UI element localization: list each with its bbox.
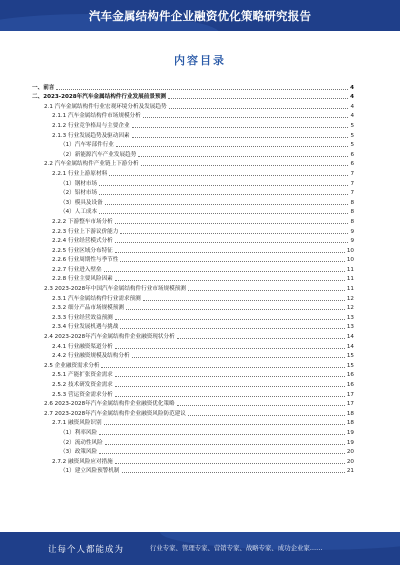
toc-page-number: 8 bbox=[350, 209, 354, 216]
toc-leader-dots bbox=[120, 327, 345, 329]
toc-leader-dots bbox=[99, 433, 345, 435]
toc-page-number: 11 bbox=[346, 286, 354, 293]
toc-page-number: 9 bbox=[350, 228, 354, 235]
toc-entry-text: 2.7.1 融资风险识别 bbox=[52, 420, 102, 427]
toc-entry-text: 2.1 汽车金属结构件行业宏观环境分析及发展趋势 bbox=[44, 103, 167, 110]
toc-leader-dots bbox=[120, 232, 348, 234]
toc-leader-dots bbox=[115, 222, 349, 224]
toc-page-number: 18 bbox=[346, 420, 354, 427]
toc-entry-text: 2.1.1 汽车金属结构件市场规模分析 bbox=[52, 113, 141, 120]
toc-leader-dots bbox=[99, 212, 348, 214]
toc-entry-text: 2.6 2023-2028年汽车金属结构件企业融资优化策略 bbox=[44, 401, 175, 408]
toc-entry[interactable] bbox=[32, 370, 354, 380]
toc-leader-dots bbox=[105, 443, 345, 445]
toc-entry[interactable] bbox=[32, 293, 354, 303]
toc-leader-dots bbox=[141, 164, 349, 166]
toc-page-number: 12 bbox=[346, 305, 354, 312]
toc-page-number: 7 bbox=[350, 180, 354, 187]
toc-entry-text: 2.4.2 行业融资规模及结构分析 bbox=[52, 353, 130, 360]
toc-entry[interactable] bbox=[32, 408, 354, 418]
toc-entry-text: 2.4 2023-2028年汽车金属结构件企业融资现状分析 bbox=[44, 334, 175, 341]
footer-bar bbox=[0, 532, 400, 565]
toc-entry[interactable] bbox=[32, 351, 354, 361]
toc-entry[interactable] bbox=[32, 341, 354, 351]
toc-entry-text: （3）政策风险 bbox=[60, 449, 98, 456]
toc-entry-text: 2.5.1 产能扩张资金需求 bbox=[52, 372, 113, 379]
toc-leader-dots bbox=[122, 471, 345, 473]
toc-entry-text: 2.2.6 行业周期性与季节性 bbox=[52, 257, 119, 264]
toc-leader-dots bbox=[115, 375, 345, 377]
toc-page-number: 13 bbox=[346, 324, 354, 331]
toc-page-number: 13 bbox=[346, 314, 354, 321]
toc-page-number: 11 bbox=[346, 276, 354, 283]
toc-leader-dots bbox=[138, 155, 348, 157]
toc-leader-dots bbox=[168, 97, 348, 99]
toc-entry[interactable] bbox=[32, 466, 354, 476]
toc-entry[interactable] bbox=[32, 111, 354, 121]
toc-entry-text: （4）人工成本 bbox=[60, 209, 98, 216]
toc-entry[interactable] bbox=[32, 101, 354, 111]
footer-tagline: 行业专家、管理专家、营销专家、战略专家、成功企业家…… bbox=[150, 544, 323, 552]
toc-entry[interactable] bbox=[32, 188, 354, 198]
toc-entry-text: 2.2.5 行业区域分布特征 bbox=[52, 247, 113, 254]
toc-page-number: 16 bbox=[346, 372, 354, 379]
toc-page-number: 21 bbox=[346, 468, 354, 475]
toc-page-number: 8 bbox=[350, 199, 354, 206]
toc-page-number: 20 bbox=[346, 458, 354, 465]
toc-leader-dots bbox=[115, 347, 345, 349]
toc-leader-dots bbox=[104, 270, 345, 272]
toc-entry-text: 2.2.8 行业主要风险因素 bbox=[52, 276, 113, 283]
toc-entry-text: 2.2.2 下游整车市场分析 bbox=[52, 218, 113, 225]
toc-leader-dots bbox=[56, 88, 348, 90]
toc-leader-dots bbox=[99, 452, 345, 454]
toc-page-number: 9 bbox=[350, 238, 354, 245]
toc-page-number: 10 bbox=[346, 257, 354, 264]
toc-entry[interactable] bbox=[32, 140, 354, 150]
toc-page-number: 7 bbox=[350, 190, 354, 197]
toc-leader-dots bbox=[115, 241, 349, 243]
toc-entry-text: 2.7.2 融资风险应对措施 bbox=[52, 458, 113, 465]
toc-entry[interactable] bbox=[32, 92, 354, 102]
toc-leader-dots bbox=[132, 136, 349, 138]
toc-entry[interactable] bbox=[32, 360, 354, 370]
toc-page-number: 19 bbox=[346, 439, 354, 446]
toc-page-number: 5 bbox=[350, 122, 354, 129]
toc-entry[interactable] bbox=[32, 159, 354, 169]
toc-page-number: 15 bbox=[346, 362, 354, 369]
toc-entry-text: （1）利率风险 bbox=[60, 429, 98, 436]
toc-entry[interactable] bbox=[32, 379, 354, 389]
toc-leader-dots bbox=[101, 366, 344, 368]
toc-entry[interactable] bbox=[32, 149, 354, 159]
toc-entry[interactable] bbox=[32, 168, 354, 178]
toc-entry[interactable] bbox=[32, 130, 354, 140]
toc-page-number: 5 bbox=[350, 132, 354, 139]
toc-leader-dots bbox=[188, 414, 345, 416]
toc-leader-dots bbox=[177, 337, 345, 339]
toc-leader-dots bbox=[115, 385, 345, 387]
toc-page-number: 17 bbox=[346, 391, 354, 398]
toc-entry-text: 2.3.4 行业发展机遇与挑战 bbox=[52, 324, 119, 331]
toc-entry-text: 2.3.3 行业经营效益预测 bbox=[52, 314, 113, 321]
toc-page-number: 12 bbox=[346, 295, 354, 302]
toc-entry-text: 2.5.2 技术研发资金需求 bbox=[52, 382, 113, 388]
toc-page-number: 15 bbox=[346, 353, 354, 360]
toc-leader-dots bbox=[188, 289, 345, 291]
toc-entry[interactable] bbox=[32, 216, 354, 226]
toc-heading: 内容目录 bbox=[174, 54, 226, 67]
toc-entry[interactable] bbox=[32, 245, 354, 255]
toc-entry-text: 2.3.2 细分产品市场规模预测 bbox=[52, 305, 124, 312]
toc-leader-dots bbox=[115, 251, 345, 253]
toc-entry-text: 2.1.2 行业竞争格局与主要企业 bbox=[52, 122, 130, 129]
toc-entry-text: （3）模具及设备 bbox=[60, 199, 103, 206]
toc-leader-dots bbox=[115, 395, 345, 397]
toc-entry-text: （1）汽车零部件行业 bbox=[60, 142, 114, 149]
toc-page-number: 17 bbox=[346, 401, 354, 408]
toc-entry[interactable] bbox=[32, 427, 354, 437]
toc-entry-text: 2.2 汽车金属结构件产业链上下游分析 bbox=[44, 161, 139, 168]
toc-page-number: 14 bbox=[346, 334, 354, 341]
toc-entry-text: （2）流动性风险 bbox=[60, 439, 103, 446]
report-title: 汽车金属结构件企业融资优化策略研究报告 bbox=[88, 9, 312, 23]
toc-page-number: 4 bbox=[350, 113, 354, 120]
toc-page-number: 6 bbox=[350, 151, 354, 158]
toc-entry-text: 2.1.3 行业发展趋势及驱动因素 bbox=[52, 132, 130, 139]
toc-leader-dots bbox=[104, 423, 345, 425]
toc-page-number: 6 bbox=[350, 161, 354, 168]
toc-leader-dots bbox=[99, 193, 348, 195]
toc-entry-text: 2.4.1 行业融资渠道分析 bbox=[52, 343, 113, 350]
toc-leader-dots bbox=[116, 145, 349, 147]
toc-entry[interactable] bbox=[32, 283, 354, 293]
toc-entry[interactable] bbox=[32, 82, 354, 92]
toc-page-number: 7 bbox=[350, 170, 354, 177]
toc-page-number: 18 bbox=[346, 410, 354, 417]
toc-page-number: 4 bbox=[350, 84, 354, 91]
footer-slogan: 让每个人都能成为 bbox=[48, 545, 125, 555]
toc-entry[interactable] bbox=[32, 255, 354, 265]
toc-leader-dots bbox=[115, 462, 345, 464]
toc-leader-dots bbox=[115, 279, 345, 281]
toc-entry-text: 2.5 企业融资需求分析 bbox=[44, 362, 100, 369]
toc-entry-text: （1）钢材市场 bbox=[60, 180, 98, 187]
toc-leader-dots bbox=[120, 260, 345, 262]
toc-entry[interactable] bbox=[32, 322, 354, 332]
toc-entry[interactable] bbox=[32, 447, 354, 457]
toc-entry[interactable] bbox=[32, 456, 354, 466]
toc-entry[interactable] bbox=[32, 399, 354, 409]
toc-leader-dots bbox=[109, 174, 348, 176]
toc-leader-dots bbox=[143, 116, 349, 118]
toc-entry-text: 一、前言 bbox=[32, 84, 55, 91]
toc-page-number: 11 bbox=[346, 266, 354, 273]
toc-leader-dots bbox=[169, 107, 349, 109]
toc-entry-text: 2.5.3 营运资金需求分析 bbox=[52, 391, 113, 398]
toc-entry-text: 2.3.1 汽车金属结构件行业需求预测 bbox=[52, 295, 141, 302]
toc-entry[interactable] bbox=[32, 389, 354, 399]
toc-entry-text: 2.7 2023-2028年汽车金属结构件企业融资风险防范建议 bbox=[44, 410, 186, 417]
toc-leader-dots bbox=[132, 126, 349, 128]
toc-entry-text: （2）铝材市场 bbox=[60, 190, 98, 197]
toc-leader-dots bbox=[177, 404, 345, 406]
toc-page-number: 5 bbox=[350, 142, 354, 149]
toc-leader-dots bbox=[99, 184, 348, 186]
toc-entry[interactable] bbox=[32, 264, 354, 274]
toc-leader-dots bbox=[126, 308, 345, 310]
toc-entry-text: 2.2.4 行业经营模式分析 bbox=[52, 238, 113, 245]
toc-entry[interactable] bbox=[32, 274, 354, 284]
toc-page-number: 14 bbox=[346, 343, 354, 350]
toc-entry[interactable] bbox=[32, 236, 354, 246]
toc-entry-text: （1）建立风险预警机制 bbox=[60, 468, 120, 475]
toc-entry[interactable] bbox=[32, 312, 354, 322]
toc-entry-text: 2.2.1 行业上游原材料 bbox=[52, 170, 108, 177]
toc-entry[interactable] bbox=[32, 418, 354, 428]
toc-entry[interactable] bbox=[32, 226, 354, 236]
toc-entry-text: 二、2023-2028年汽车金属结构件行业发展前景预测 bbox=[32, 94, 167, 101]
toc-entry[interactable] bbox=[32, 207, 354, 217]
toc-leader-dots bbox=[132, 356, 345, 358]
toc-entry[interactable] bbox=[32, 197, 354, 207]
header-bar bbox=[0, 0, 400, 31]
toc-leader-dots bbox=[143, 299, 345, 301]
toc-page-number: 16 bbox=[346, 382, 354, 388]
toc-entry[interactable] bbox=[32, 303, 354, 313]
toc-page-number: 4 bbox=[350, 94, 354, 101]
toc-entry-text: 2.2.7 行业进入壁垒 bbox=[52, 266, 102, 273]
toc-entry-text: 2.2.3 行业上下游议价能力 bbox=[52, 228, 119, 235]
toc-entry-text: （2）新能源汽车产业发展趋势 bbox=[60, 151, 137, 158]
toc-entry[interactable] bbox=[32, 178, 354, 188]
toc-entry[interactable] bbox=[32, 120, 354, 130]
toc-entry[interactable] bbox=[32, 437, 354, 447]
toc-leader-dots bbox=[115, 318, 345, 320]
toc-page-number: 8 bbox=[350, 218, 354, 225]
toc-page-number: 4 bbox=[350, 103, 354, 110]
toc-entry[interactable] bbox=[32, 331, 354, 341]
table-of-contents bbox=[32, 82, 354, 475]
toc-page-number: 20 bbox=[346, 449, 354, 456]
toc-page-number: 19 bbox=[346, 429, 354, 436]
toc-leader-dots bbox=[105, 203, 349, 205]
toc-page-number: 10 bbox=[346, 247, 354, 254]
toc-entry-text: 2.3 2023-2028年中国汽车金属结构件行业市场规模预测 bbox=[44, 286, 186, 293]
